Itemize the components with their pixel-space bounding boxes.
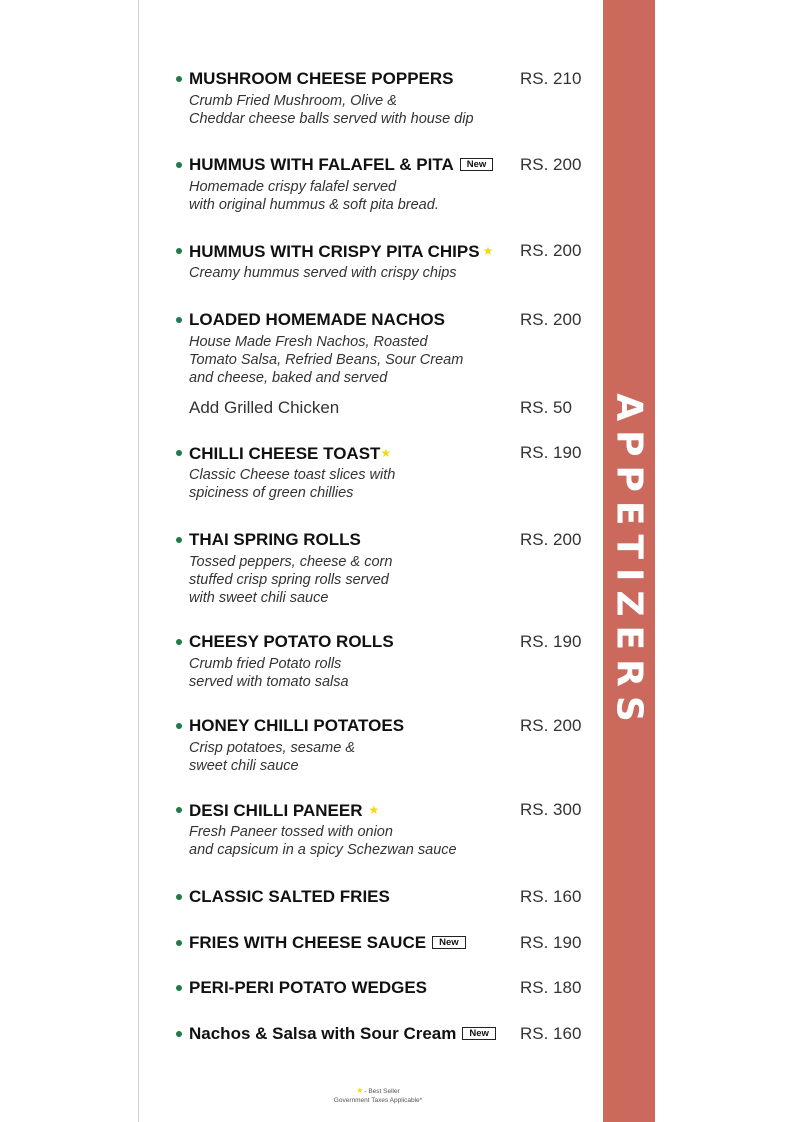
item-name-wrap [189, 799, 379, 822]
item-description-line: Crisp potatoes, sesame & [189, 740, 356, 756]
best-seller-star-icon: ★ [356, 1086, 364, 1095]
best-seller-label: - Best Seller [364, 1088, 400, 1095]
bullet-icon [176, 248, 182, 254]
addon-price: RS. 50 [520, 398, 572, 417]
item-description [189, 823, 509, 859]
item-name: HONEY CHILLI POTATOES [189, 716, 405, 735]
item-name-wrap [189, 442, 391, 465]
bullet-icon [176, 985, 182, 991]
item-price: RS. 210 [520, 69, 582, 88]
best-seller-legend [334, 1086, 422, 1096]
footer-note [334, 1086, 422, 1105]
new-badge: New [462, 1027, 496, 1040]
item-description-line: Creamy hummus served with crispy chips [189, 265, 457, 281]
item-name-wrap [189, 1023, 496, 1045]
item-description-line: Classic Cheese toast slices with [189, 467, 396, 483]
item-price: RS. 190 [520, 933, 582, 952]
item-description-line: with original hummus & soft pita bread. [189, 197, 439, 213]
menu-item-classic-salted-fries [176, 886, 596, 910]
best-seller-star-icon: ★ [368, 803, 380, 817]
best-seller-star-icon: ★ [380, 446, 392, 460]
item-price: RS. 160 [520, 1024, 582, 1043]
item-name: DESI CHILLI PANEER [189, 801, 363, 820]
item-description-line: Crumb fried Potato rolls [189, 656, 342, 672]
menu-item-loaded-nachos [176, 309, 596, 387]
bullet-icon [176, 450, 182, 456]
item-name: CHEESY POTATO ROLLS [189, 632, 394, 651]
item-price: RS. 200 [520, 530, 582, 549]
menu-item-honey-chilli-potatoes [176, 715, 596, 775]
item-description [189, 739, 509, 775]
item-description [189, 466, 509, 502]
item-description-line: Tomato Salsa, Refried Beans, Sour Cream [189, 352, 464, 368]
addon-name: Add Grilled Chicken [189, 398, 340, 417]
item-price: RS. 190 [520, 443, 582, 462]
item-description [189, 333, 509, 387]
item-price: RS. 160 [520, 887, 582, 906]
item-price: RS. 200 [520, 716, 582, 735]
item-description [189, 553, 509, 607]
item-name: THAI SPRING ROLLS [189, 530, 361, 549]
menu-item-hummus-pita-chips [176, 240, 596, 282]
item-description-line: served with tomato salsa [189, 674, 349, 690]
bullet-icon [176, 723, 182, 729]
item-price: RS. 200 [520, 155, 582, 174]
item-description-line: House Made Fresh Nachos, Roasted [189, 334, 428, 350]
item-description-line: and capsicum in a spicy Schezwan sauce [189, 842, 457, 858]
item-price: RS. 180 [520, 978, 582, 997]
new-badge: New [460, 158, 494, 171]
item-description-line: sweet chili sauce [189, 758, 299, 774]
addon-grilled-chicken [176, 397, 596, 421]
item-description-line: Crumb Fried Mushroom, Olive & [189, 93, 397, 109]
item-name: MUSHROOM CHEESE POPPERS [189, 69, 454, 88]
item-description-line: with sweet chili sauce [189, 590, 329, 606]
item-name: CHILLI CHEESE TOAST [189, 444, 381, 463]
item-name: LOADED HOMEMADE NACHOS [189, 310, 445, 329]
item-name-wrap [189, 932, 466, 954]
item-name: FRIES WITH CHEESE SAUCE [189, 933, 427, 952]
item-description-line: and cheese, baked and served [189, 370, 388, 386]
new-badge: New [432, 936, 466, 949]
item-price: RS. 300 [520, 800, 582, 819]
item-description-line: Cheddar cheese balls served with house dip [189, 111, 474, 127]
bullet-icon [176, 807, 182, 813]
item-description-line: stuffed crisp spring rolls served [189, 572, 389, 588]
item-name: CLASSIC SALTED FRIES [189, 887, 390, 906]
item-name: HUMMUS WITH FALAFEL & PITA [189, 155, 454, 174]
bullet-icon [176, 639, 182, 645]
item-description [189, 655, 509, 691]
page-border [138, 0, 139, 1122]
bullet-icon [176, 894, 182, 900]
bullet-icon [176, 162, 182, 168]
item-description-line: Homemade crispy falafel served [189, 179, 397, 195]
best-seller-star-icon: ★ [482, 244, 494, 258]
menu-item-mushroom-cheese-poppers [176, 68, 596, 128]
bullet-icon [176, 317, 182, 323]
item-name-wrap [189, 154, 493, 176]
bullet-icon [176, 1031, 182, 1037]
item-price: RS. 200 [520, 310, 582, 329]
item-name: HUMMUS WITH CRISPY PITA CHIPS [189, 242, 480, 261]
item-price: RS. 200 [520, 241, 582, 260]
menu-item-hummus-falafel-pita [176, 154, 596, 214]
menu-item-nachos-salsa-sour-cream [176, 1023, 596, 1047]
item-name: PERI-PERI POTATO WEDGES [189, 978, 428, 997]
item-description-line: Tossed peppers, cheese & corn [189, 554, 393, 570]
menu-item-cheesy-potato-rolls [176, 631, 596, 691]
item-name-wrap [189, 240, 493, 263]
item-name: Nachos & Salsa with Sour Cream [189, 1024, 457, 1043]
item-description-line: Fresh Paneer tossed with onion [189, 824, 393, 840]
item-description-line: spiciness of green chillies [189, 485, 354, 501]
menu-item-thai-spring-rolls [176, 529, 596, 607]
section-title: APPETIZERS [608, 393, 650, 731]
item-price: RS. 190 [520, 632, 582, 651]
bullet-icon [176, 76, 182, 82]
taxes-note: Government Taxes Applicable* [333, 1097, 423, 1104]
item-description [189, 178, 509, 214]
item-description [189, 264, 509, 282]
menu-item-chilli-cheese-toast [176, 442, 596, 502]
menu-item-peri-peri-wedges [176, 977, 596, 1001]
bullet-icon [176, 940, 182, 946]
menu-item-desi-chilli-paneer [176, 799, 596, 859]
item-description [189, 92, 509, 128]
menu-item-fries-cheese-sauce [176, 932, 596, 956]
bullet-icon [176, 537, 182, 543]
